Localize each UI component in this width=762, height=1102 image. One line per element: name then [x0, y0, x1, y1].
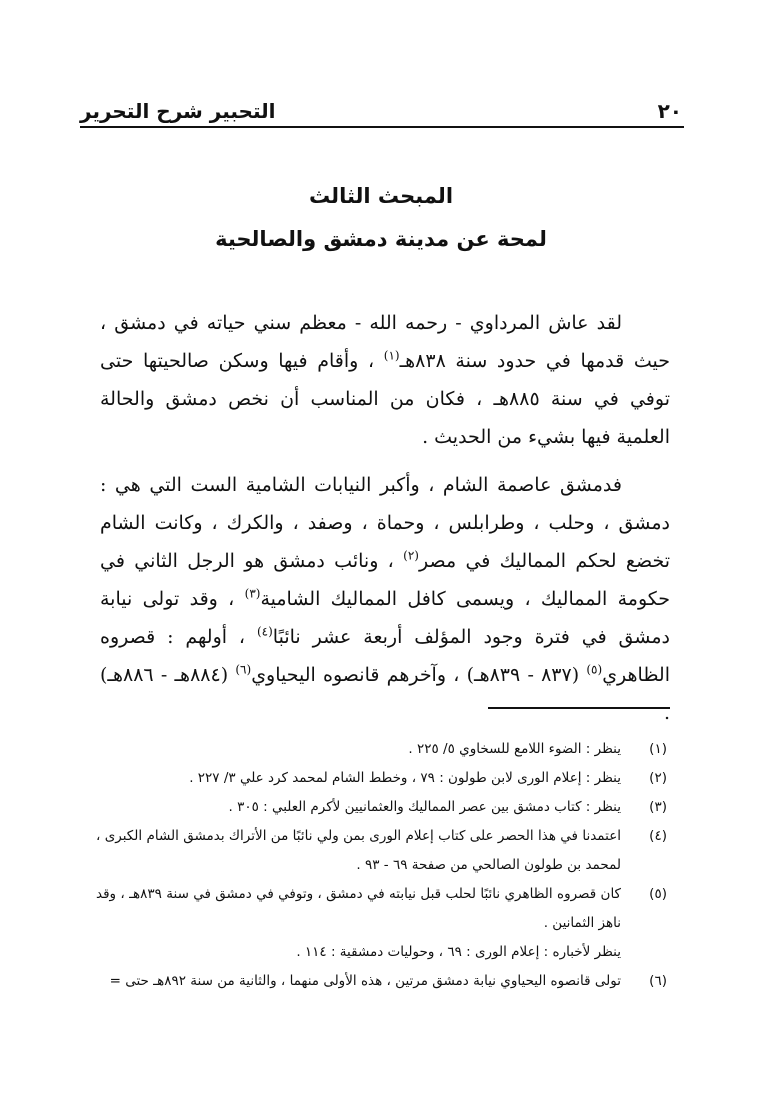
paragraph-1-text-before: لقد عاش المرداوي - رحمه الله - معظم سني حياته في دمشق ، حيث قدمها في حدود سنة ٨٣٨هـ [100, 312, 670, 372]
footnote-5 [96, 880, 667, 938]
footnote-number: (١) [649, 741, 667, 757]
paragraph-2-seg-5: (٨٣٧ - ٨٣٩هـ) ، وآخرهم قانصوه اليحياوي [251, 664, 580, 686]
footnote-ref-1: (١) [383, 348, 400, 363]
footnote-text: ينظر : الضوء اللامع للسخاوي ٥/ ٢٢٥ . [408, 741, 621, 757]
section-subtitle: لمحة عن مدينة دمشق والصالحية [215, 227, 547, 251]
footnote-text: ينظر : كتاب دمشق بين عصر المماليك والعثمانيين لأكرم العلبي : ٣٠٥ . [228, 799, 621, 815]
page-header [80, 93, 682, 123]
footnote-5-reference: ينظر لأخباره : إعلام الورى : ٦٩ ، وحوليات دمشقية : ١١٤ . [296, 944, 621, 960]
footnote-2 [96, 764, 667, 793]
header-rule [80, 126, 684, 128]
page-number: ٢٠ [657, 99, 682, 123]
paragraph-2-seg-6: (٨٨٤هـ - ٨٨٦هـ) . [100, 664, 670, 724]
paragraph-1 [100, 304, 670, 456]
footnote-text: ينظر : إعلام الورى لابن طولون : ٧٩ ، وخطط الشام لمحمد كرد علي ٣/ ٢٢٧ . [189, 770, 621, 786]
footnote-ref-2: (٢) [403, 548, 419, 563]
footnote-ref-3: (٣) [244, 586, 261, 601]
paragraph-2-seg-2: ، ونائب دمشق هو الرجل الثاني في حكومة المماليك ، ويسمى كافل المماليك الشامية [100, 550, 671, 610]
footnote-number: (٤) [649, 828, 667, 844]
section-heading: المبحث الثالث [308, 184, 454, 208]
paragraph-2-seg-3: ، وقد تولى نيابة دمشق في فترة وجود المؤلف أربعة عشر نائبًا [100, 588, 670, 648]
footnote-ref-4: (٤) [256, 624, 273, 639]
footnote-ref-6: (٦) [235, 662, 252, 677]
footnote-6 [96, 967, 667, 996]
body-text [100, 304, 670, 742]
paragraph-2-seg-1: فدمشق عاصمة الشام ، وأكبر النيابات الشامية الست التي هي : دمشق ، وحلب ، وطرابلس ، وحماة ، وصفد ، والكرك ، وكانت الشام تخضع لحكم المماليك في مصر [100, 474, 671, 572]
footnote-number: (٥) [649, 886, 667, 902]
footnote-1 [96, 735, 667, 764]
paragraph-2 [100, 466, 670, 732]
running-title: التحبير شرح التحرير [80, 99, 276, 123]
footnote-ref-5: (٥) [586, 662, 603, 677]
footnote-number: (٦) [649, 973, 667, 989]
footnote-number: (٢) [649, 770, 667, 786]
footnote-text: تولى قانصوه اليحياوي نيابة دمشق مرتين ، هذه الأولى منهما ، والثانية من سنة ٨٩٢هـ حتى = [109, 973, 621, 989]
paragraph-2-seg-4: ، أولهم : قصروه الظاهري [100, 626, 671, 686]
footnote-separator [488, 707, 670, 709]
footnote-number: (٣) [649, 799, 667, 815]
footnote-text: كان قصروه الظاهري نائبًا لحلب قبل نيابته في دمشق ، وتوفي في دمشق في سنة ٨٣٩هـ ، وقد ناهز الثمانين . [96, 886, 621, 931]
footnote-text: اعتمدنا في هذا الحصر على كتاب إعلام الورى بمن ولي نائبًا من الأتراك بدمشق الشام الكبرى ، لمحمد بن طولون الصالحي من صفحة ٦٩ - ٩٣ . [96, 828, 621, 873]
paragraph-1-text-after: ، وأقام فيها وسكن صالحيتها حتى توفي في سنة ٨٨٥هـ ، فكان من المناسب أن نخص دمشق والحالة العلمية فيها بشيء من الحديث . [100, 350, 670, 448]
footnote-4 [96, 822, 667, 880]
footnotes [96, 735, 667, 996]
footnote-3 [96, 793, 667, 822]
